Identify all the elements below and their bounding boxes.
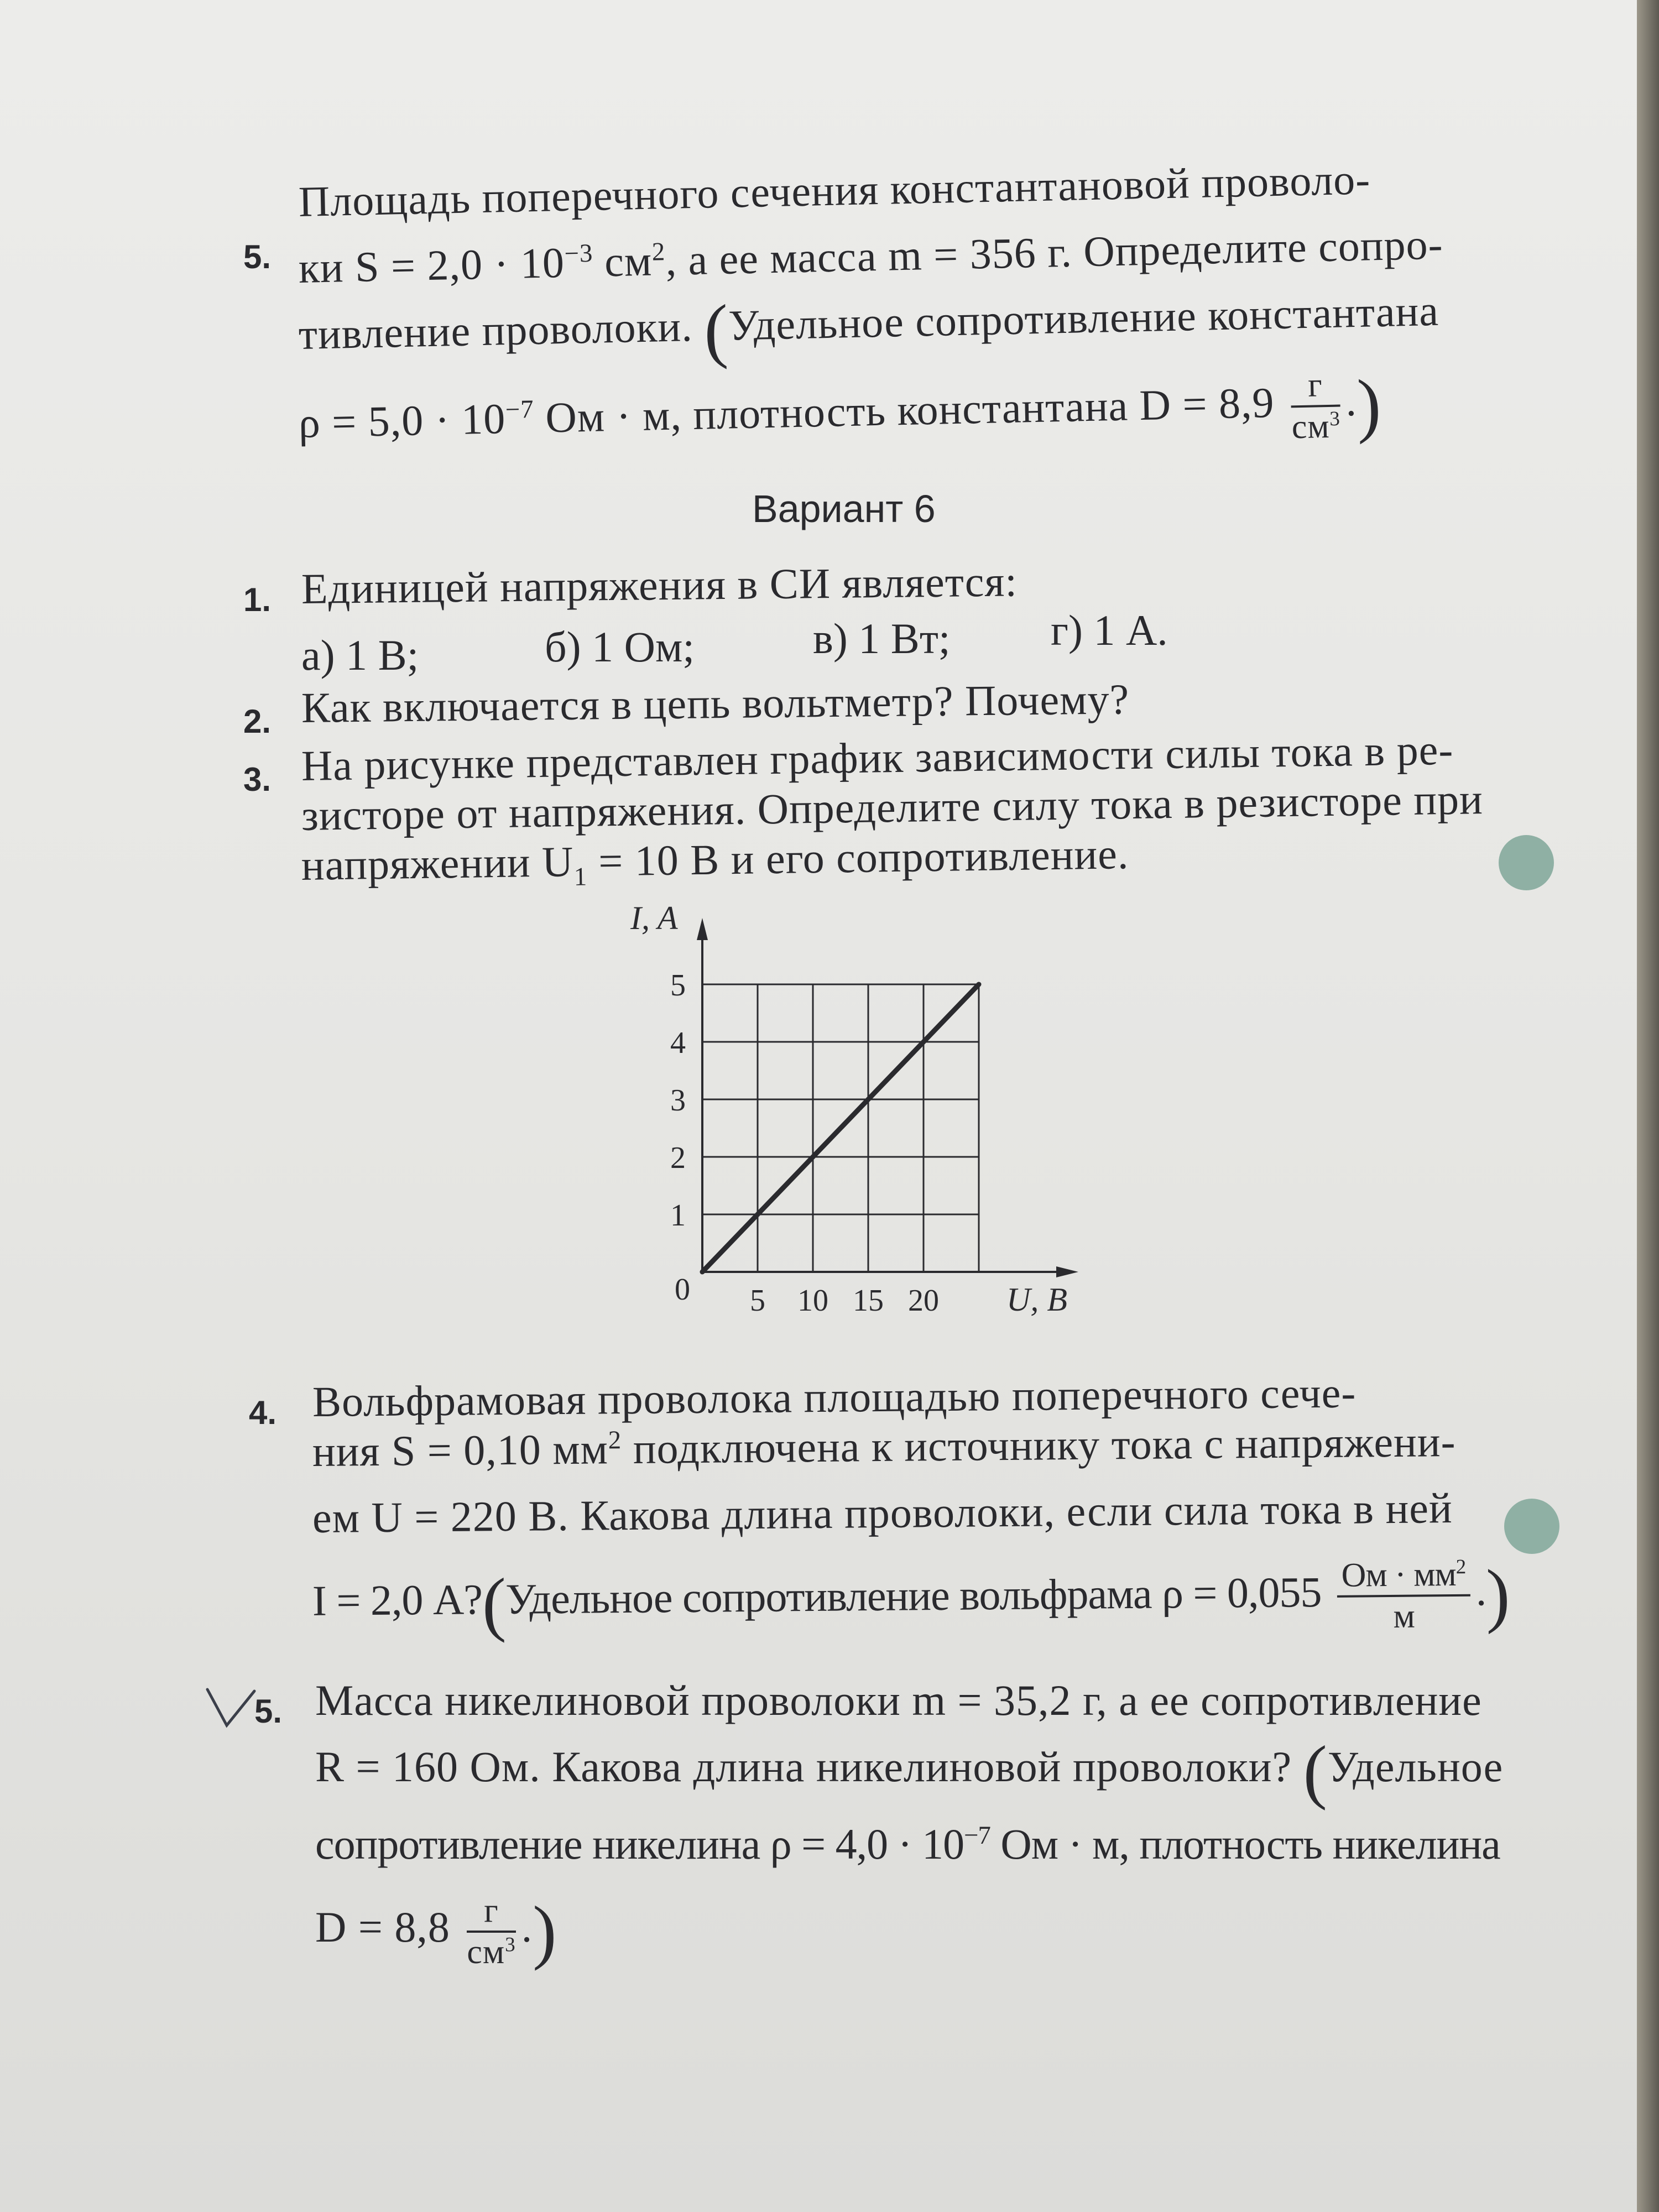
text-line-2b: см [592,236,653,286]
exponent: −7 [964,1821,990,1850]
desk-edge [1637,0,1659,2212]
x-tick-label: 20 [908,1284,939,1318]
question-3-line-2: зисторе от напряжения. Определите силу тока в резисторе при [301,775,1484,839]
question-3-line-1: На рисунке представлен график зависимости силы тока в ре- [301,725,1454,790]
text-part: подключена к источнику тока с напряжени- [621,1417,1456,1473]
question-5-line-4: D = 8,8 $\frac{г}{см^3}$ .) [315,1892,557,1971]
unit: см [1291,407,1331,446]
text-part: сопротивление никелина ρ = 4,0 · 10 [315,1820,964,1868]
question-2-text: Как включается в цепь вольтметр? Почему? [301,675,1130,732]
question-4-line-1: Вольфрамовая проволока площадью поперечного сече- [312,1368,1357,1426]
question-5-line-3 [315,1819,1500,1869]
handwritten-paren-open: ( [1303,1731,1328,1812]
x-tick-label: 15 [853,1284,884,1318]
exponent: 2 [608,1426,622,1455]
handwritten-paren-open: ( [482,1563,506,1644]
handwritten-check-mark [205,1687,260,1731]
question-5-number: 5. [254,1693,283,1730]
density-fraction [467,1891,515,1972]
text-line-3b: Удельное сопротивление константана [728,286,1439,349]
handwritten-paren-close: ) [1485,1555,1510,1635]
text-line-2c: , а ее масса m = 356 г. Определите сопро- [665,220,1444,285]
question-5-line-1: Масса никелиновой проволоки m = 35,2 г, а ее сопротивление [315,1676,1482,1724]
x-axis-arrow [1056,1266,1078,1277]
y-tick-label: 4 [670,1026,686,1060]
series-line [702,984,979,1272]
origin-label: 0 [675,1272,690,1307]
fraction-numerator: г [1291,366,1340,408]
unit: см [467,1933,505,1971]
text-part: напряжении U [301,837,574,889]
exponent: 3 [505,1933,516,1957]
x-tick-label: 10 [797,1284,828,1318]
exponent: 2 [1455,1556,1466,1579]
text-part: Удельное [1327,1743,1504,1791]
question-4-line-4: I = 2,0 А?(Удельное сопротивление вольфрама ρ = 0,055 $\frac{Ом \cdot мм^2}{м}$ .) [312,1555,1510,1644]
unit: Ом · мм [1341,1555,1457,1594]
density-fraction [1291,366,1341,447]
y-tick-label: 1 [670,1198,686,1233]
exponent: −7 [505,394,535,425]
problem-number: 5. [243,238,272,275]
text-part: Удельное сопротивление вольфрама ρ = 0,055 [505,1567,1322,1623]
punch-hole-upper [1499,835,1554,890]
text-part: R = 160 Ом. Какова длина никелиновой проволоки? [315,1743,1292,1791]
fraction-denominator [467,1933,515,1972]
question-3-number: 3. [243,761,272,798]
handwritten-paren-open: ( [703,290,730,371]
text-line-1: Площадь поперечного сечения константановой проволо- [298,155,1371,226]
fraction-denominator [1291,407,1341,447]
handwritten-paren-close: ) [1356,364,1383,445]
y-tick-label: 2 [670,1141,686,1175]
question-2-number: 2. [243,703,272,740]
exponent: 3 [1329,407,1341,431]
question-1-option-a: а) 1 В; [301,631,419,679]
exponent: 2 [651,237,666,267]
handwritten-paren-close: ) [533,1892,557,1971]
y-tick-label: 5 [670,968,686,1003]
y-axis-label: I, A [630,900,678,936]
chart-axes [697,918,1078,1277]
question-4-line-3: ем U = 220 В. Какова длина проволоки, если сила тока в ней [312,1484,1453,1542]
question-5-line-2 [315,1731,1504,1812]
subscript: 1 [573,862,588,891]
text-part: = 10 В и его сопротивление. [587,830,1129,885]
resistivity-fraction [1337,1555,1470,1637]
text-line: $\rho = 5,0 \cdot 10^{-7}$ Ом · м, плотность константана D = 8,9 $\frac{г}{см^3}$ .) [298,364,1383,447]
fraction-numerator: г [467,1891,515,1933]
question-1-option-b: б) 1 Ом; [545,623,695,671]
question-4-line-2 [312,1417,1456,1477]
text-line-4b: Ом · м, плотность константана D = 8,9 [534,378,1275,442]
y-tick-label: 3 [670,1083,686,1118]
variant-title: Вариант 6 [752,487,936,530]
chart-series [702,984,979,1272]
question-4-number: 4. [249,1394,277,1431]
exponent: −3 [564,238,593,268]
question-1-option-c: в) 1 Вт; [813,614,951,662]
text-part: I = 2,0 А? [312,1575,483,1625]
y-axis-arrow [697,918,708,940]
question-1-text: Единицей напряжения в СИ является: [301,557,1018,613]
text-part: D = 8,8 [315,1902,450,1951]
text-part: ния S = 0,10 мм [312,1425,609,1475]
text-line-2a: ки S = 2,0 · 10 [298,238,565,292]
fraction-numerator [1337,1555,1470,1598]
fraction-denominator: м [1393,1597,1415,1635]
text-line-4a: ρ = 5,0 · 10 [298,394,507,447]
text-line-3a: тивление проволоки. [298,302,693,358]
x-tick-label: 5 [750,1284,765,1318]
current-voltage-chart [597,896,1095,1327]
punch-hole-lower [1504,1499,1559,1554]
text-part: Ом · м, плотность никелина [990,1820,1500,1868]
x-axis-label: U, В [1006,1281,1067,1318]
question-1-option-d: г) 1 А. [1051,606,1168,654]
question-1-number: 1. [243,581,272,618]
question-3-line-3 [301,829,1129,895]
